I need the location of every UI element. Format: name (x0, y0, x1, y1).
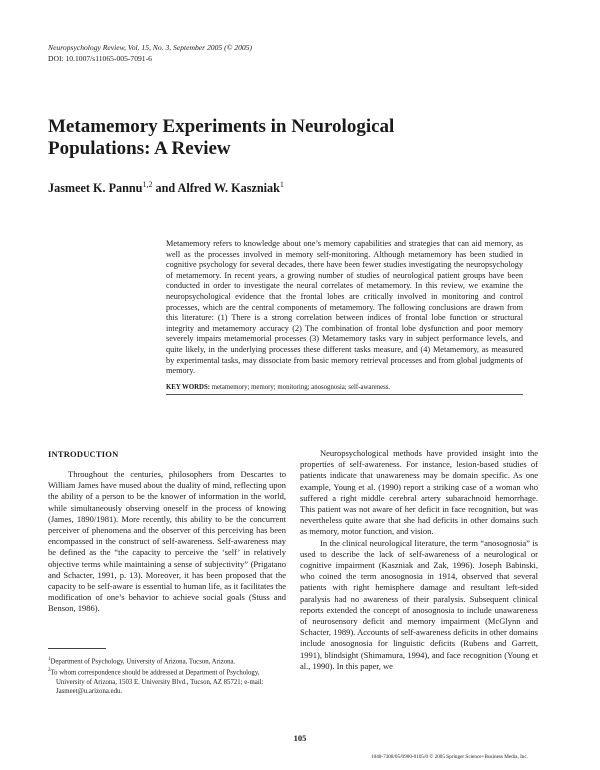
body-paragraph: Neuropsychological methods have provided insight into the properties of self-awareness. For instance, lesion-based studies of patients indicate that unawareness may be domain specific. As one example, Young et al. (1990) report a striking case of a woman who suffered a right middle cerebral artery subarachnoid hemorrhage. This patient was not aware of her deficit in face recognition, but was nevertheless quite aware that she had deficits in other domains such as memory, motor function, and vision. (300, 448, 538, 537)
author-name: Alfred W. Kaszniak (177, 181, 280, 196)
doi: DOI: 10.1007/s11065-005-7091-6 (48, 54, 152, 63)
body-paragraph: Throughout the centuries, philosophers from Descartes to William James have mused about the duality of mind, reflecting upon the ability of a person to be the knower of information in the world, while simultaneously observing oneself in the process of knowing (James, 1890/1981). More recently, this ability to be the concurrent perceiver of phenomena and the observer of this perceiving has been encompassed in the construct of self-awareness. Self-awareness may be defined as the “the capacity to perceive the ‘self’ in relatively objective terms while maintaining a sense of subjectivity” (Prigatano and Schacter, 1991, p. 13). Moreover, it has been proposed that the capacity to be self-aware is essential to human life, as it facilitates the modification of one’s behavior to achieve social goals (Stuss and Benson, 1986). (48, 469, 286, 614)
footnote-text: Department of Psychology, University of Arizona, Tucson, Arizona. (50, 658, 236, 666)
body-paragraph: In the clinical neurological literature, the term “anosognosia” is used to describe the lack of self-awareness of a neurological or cognitive impairment (Kaszniak and Zak, 1996). Joseph Babinski, who coined the term anosognosia in 1914, observed that several patients with right hemisphere damage and resultant left-sided paralysis had no awareness of their paralysis. Subsequent clinical reports extended the concept of anosognosia to include unawareness of neurosensory deficit and memory impairment (McGlynn and Schacter, 1989). Accounts of self-awareness deficits in other domains include anosognosia for linguistic deficits (Rubens and Garrett, 1991), blindsight (Shimamura, 1994), and face recognition (Young et al., 1990). In this paper, we (300, 537, 538, 671)
footnote (48, 666, 286, 695)
footnote-mark: 2 (48, 668, 51, 674)
keywords-divider (166, 394, 523, 395)
journal-citation: Neuropsychology Review, Vol. 15, No. 3, September 2005 (© 2005) (48, 43, 253, 52)
author-line (48, 180, 284, 196)
copyright-line: 1040-7308/05/0900-0105/0 © 2005 Springer Science+Business Media, Inc. (371, 754, 528, 760)
author-name: Jasmeet K. Pannu (48, 181, 143, 196)
author-separator: and (152, 181, 178, 196)
article-title: Metamemory Experiments in Neurological Populations: A Review (48, 116, 395, 159)
footnotes (48, 655, 286, 696)
keywords-list: metamemory; memory; monitoring; anosognosia; self-awareness. (211, 384, 391, 391)
footnote (48, 655, 286, 666)
section-heading: INTRODUCTION (48, 449, 119, 459)
author-affiliation: 1,2 (142, 180, 153, 189)
keywords (166, 383, 523, 392)
page-number: 105 (293, 733, 307, 743)
footnote-mark: 1 (48, 657, 51, 662)
footnote-text: To whom correspondence should be addressed at Department of Psychology, University of Arizona, 1503 E. University Blvd., Tucson, AZ 85721; e-mail: Jasmeet@u.arizona.edu. (50, 669, 264, 695)
left-column (48, 469, 286, 615)
right-column (300, 448, 538, 672)
author-affiliation: 1 (279, 180, 284, 189)
keywords-label: KEY WORDS: (166, 384, 210, 391)
footnote-divider (48, 648, 106, 649)
abstract: Metamemory refers to knowledge about one’s memory capabilities and strategies that can aid memory, as well as the processes involved in memory self-monitoring. Although metamemory has been studied in cognitive psychology for several decades, there have been fewer studies investigating the neuropsychology of metamemory. In recent years, a growing number of studies of neurological patient groups have been conducted in order to investigate the neural correlates of metamemory. In this review, we examine the neuropsychological evidence that the frontal lobes are critically involved in monitoring and control processes, which are the central components of metamemory. The following conclusions are drawn from this literature: (1) There is a strong correlation between indices of frontal lobe function or structural integrity and metamemory accuracy (2) The combination of frontal lobe dysfunction and poor memory severely impairs metamemorial processes (3) Metamemory tasks vary in subject performance levels, and quite likely, in the underlying processes these different tasks measure, and (4) Metamemory, as measured by experimental tasks, may dissociate from basic memory retrieval processes and from global judgments of memory. (166, 239, 523, 376)
